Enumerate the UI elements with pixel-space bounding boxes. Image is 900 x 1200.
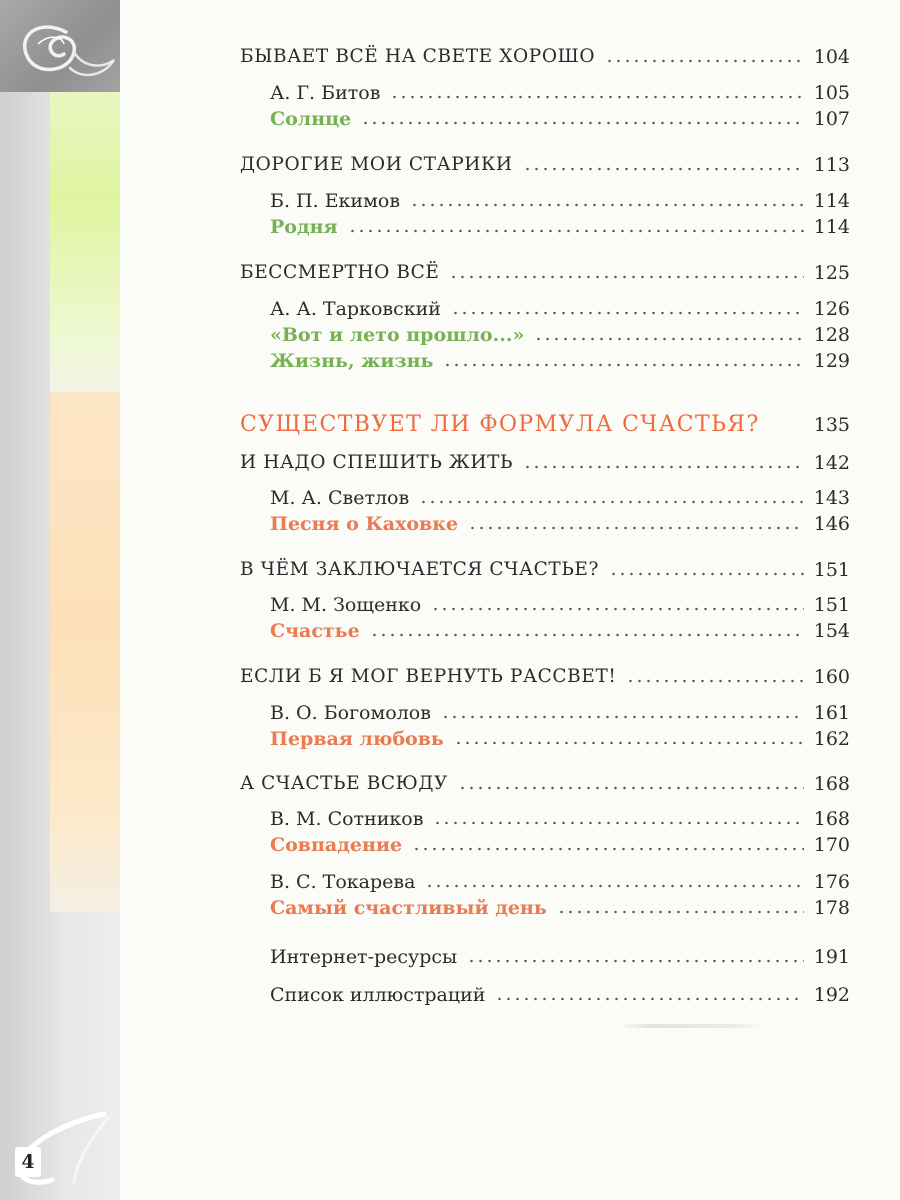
toc-page-number: 160 [813,666,850,688]
print-smudge [620,1024,760,1028]
toc-author-row[interactable] [270,698,850,724]
dot-leader [557,910,804,914]
toc-section-row[interactable] [240,448,850,474]
toc-work-row[interactable] [270,893,850,919]
toc-entry-title: Песня о Каховке [270,513,459,535]
toc-section-row[interactable] [240,42,850,68]
dot-leader [534,337,804,341]
toc-entry-title: Первая любовь [270,728,444,750]
toc-page-number: 170 [813,834,850,856]
toc-page-number: 135 [813,414,850,436]
ornament-swirl-icon [8,14,120,86]
dot-leader [433,821,804,825]
dot-leader [454,741,804,745]
toc-author-row[interactable] [270,867,850,893]
toc-work-row[interactable] [270,346,850,372]
toc-entry-title: БЫВАЕТ ВСЁ НА СВЕТЕ ХОРОШО [240,46,596,67]
toc-page-number: 114 [813,190,850,212]
toc-section-row[interactable] [240,258,850,284]
dot-leader [370,633,804,637]
dot-leader [412,847,804,851]
toc-entry-title: Интернет-ресурсы [270,946,458,968]
toc-page-number: 161 [813,702,850,724]
toc-section-row[interactable] [240,555,850,581]
toc-page-number: 191 [813,946,850,968]
dot-leader [425,884,804,888]
toc-entry-title: ДОРОГИЕ МОИ СТАРИКИ [240,154,513,175]
toc-entry-title: А. А. Тарковский [270,298,441,320]
toc-author-row[interactable] [270,186,850,212]
dot-leader [523,167,804,171]
toc-work-row[interactable] [270,320,850,346]
dot-leader [468,526,804,530]
toc-author-row[interactable] [270,590,850,616]
toc-appendix-row[interactable] [270,942,850,968]
dot-leader [449,275,804,279]
toc-page-number: 192 [813,984,850,1006]
toc-entry-title: Б. П. Екимов [270,190,401,212]
toc-entry-title: А. Г. Битов [270,82,381,104]
toc-page-number: 162 [813,728,850,750]
dot-leader [431,607,804,611]
toc-author-row[interactable] [270,483,850,509]
toc-work-row[interactable] [270,830,850,856]
toc-page-number: 129 [813,350,850,372]
toc-author-row[interactable] [270,804,850,830]
toc-page-number: 105 [813,82,850,104]
toc-entry-title: Счастье [270,620,360,642]
dot-leader [609,572,804,576]
dot-leader [348,229,804,233]
toc-section-row[interactable] [240,662,850,688]
toc-page-number: 168 [813,773,850,795]
dot-leader [410,203,804,207]
major-heading-title: СУЩЕСТВУЕТ ЛИ ФОРМУЛА СЧАСТЬЯ? [240,412,760,437]
toc-page-number: 154 [813,620,850,642]
toc-page-number: 126 [813,298,850,320]
toc-page-number: 151 [813,594,850,616]
toc-work-row[interactable] [270,616,850,642]
toc-entry-title: В ЧЁМ ЗАКЛЮЧАЕТСЯ СЧАСТЬЕ? [240,559,600,580]
toc-entry-title: В. М. Сотников [270,808,424,830]
toc-page-number: 107 [813,108,850,130]
toc-entry-title: М. М. Зощенко [270,594,422,616]
toc-page-number: 176 [813,871,850,893]
dot-leader [451,311,804,315]
toc-page-number: 114 [813,216,850,238]
toc-entry-title: Солнце [270,108,352,130]
toc-entry-title: Совпадение [270,834,403,856]
toc-work-row[interactable] [270,509,850,535]
side-color-band-orange [50,392,120,912]
toc-page-number: 178 [813,897,850,919]
dot-leader [523,465,804,469]
toc-entry-title: Жизнь, жизнь [270,350,434,372]
dot-leader [361,121,804,125]
toc-entry-title: А СЧАСТЬЕ ВСЮДУ [240,773,448,794]
dot-leader [441,715,804,719]
toc-page-number: 104 [813,46,850,68]
dot-leader [419,500,804,504]
dot-leader [458,786,804,790]
dot-leader [467,959,804,963]
toc-appendix-row[interactable] [270,980,850,1006]
toc-page-number: 125 [813,262,850,284]
toc-author-row[interactable] [270,78,850,104]
dot-leader [495,997,804,1001]
toc-entry-title: ЕСЛИ Б Я МОГ ВЕРНУТЬ РАССВЕТ! [240,666,617,687]
toc-work-row[interactable] [270,104,850,130]
side-color-band-green [50,92,120,392]
page-number: 4 [15,1147,41,1177]
toc-page-number: 113 [813,154,850,176]
toc-major-heading-row[interactable] [240,404,850,436]
toc-entry-title: Самый счастливый день [270,897,547,919]
toc-work-row[interactable] [270,212,850,238]
toc-page-number: 143 [813,487,850,509]
toc-entry-title: В. С. Токарева [270,871,416,893]
toc-section-row[interactable] [240,150,850,176]
toc-entry-title: БЕССМЕРТНО ВСЁ [240,262,440,283]
toc-entry-title: И НАДО СПЕШИТЬ ЖИТЬ [240,452,514,473]
toc-section-row[interactable] [240,769,850,795]
toc-work-row[interactable] [270,724,850,750]
toc-entry-title: Список иллюстраций [270,984,486,1006]
toc-page-number: 151 [813,559,850,581]
toc-page-number: 128 [813,324,850,346]
toc-page-number: 142 [813,452,850,474]
dot-leader [443,363,804,367]
toc-entry-title: Родня [270,216,338,238]
dot-leader [626,679,804,683]
toc-entry-title: «Вот и лето прошло...» [270,324,525,346]
toc-page-number: 146 [813,513,850,535]
toc-author-row[interactable] [270,294,850,320]
toc-page-number: 168 [813,808,850,830]
dot-leader [605,59,804,63]
dot-leader [390,95,804,99]
toc-entry-title: В. О. Богомолов [270,702,431,724]
toc-entry-title: М. А. Светлов [270,487,410,509]
